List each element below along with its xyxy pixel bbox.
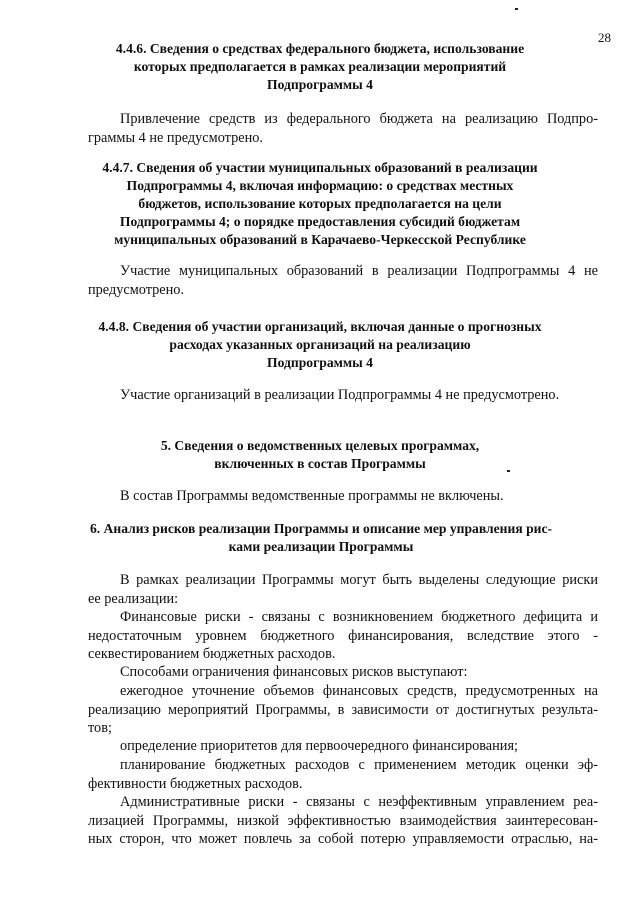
paragraph-4-4-6: Привлечение средств из федерального бюджета на реализацию Подпро- граммы 4 не предусмотрено. bbox=[88, 111, 598, 146]
paragraph-6-6: планирование бюджетных расходов с применением методик оценки эф- фективности бюджетных расходов. bbox=[88, 757, 598, 792]
scan-speck bbox=[515, 8, 518, 10]
paragraph-4-4-8: Участие организаций в реализации Подпрограммы 4 не предусмотрено. bbox=[120, 387, 560, 403]
page-number: 28 bbox=[598, 30, 611, 45]
section-heading-4-4-6: 4.4.6. Сведения о средствах федерального бюджета, использование которых предполагается в рамках реализации мероприятий Подпрограммы 4 bbox=[115, 41, 525, 92]
section-heading-4-4-7: 4.4.7. Сведения об участии муниципальных образований в реализации Подпрограммы 4, включая информацию: о средствах местных бюджетов, использование которых предполагается на цели Подпрограммы 4; о порядке предоставления субсидий бюджетам муниципальных образований в Карачаево-Черкесской Республике bbox=[102, 160, 538, 247]
paragraph-4-4-7: Участие муниципальных образований в реализации Подпрограммы 4 не предусмотрено. bbox=[88, 263, 598, 298]
section-heading-6: 6. Анализ рисков реализации Программы и описание мер управления рис- ками реализации Программы bbox=[89, 521, 553, 554]
paragraph-6-2: Финансовые риски - связаны с возникновением бюджетного дефицита и недостаточным уровнем бюджетного финансирования, вследствие этого - секвестированием бюджетных расходов. bbox=[88, 609, 598, 662]
section-heading-5: 5. Сведения о ведомственных целевых программах, включенных в состав Программы bbox=[160, 438, 480, 471]
paragraph-6-3: Способами ограничения финансовых рисков выступают: bbox=[120, 664, 468, 680]
section-heading-4-4-8: 4.4.8. Сведения об участии организаций, включая данные о прогнозных расходах указанных организаций на реализацию Подпрограммы 4 bbox=[98, 319, 542, 370]
paragraph-6-4: ежегодное уточнение объемов финансовых средств, предусмотренных на реализацию мероприятий Программы, в зависимости от достигнутых результа- тов; bbox=[88, 683, 598, 736]
paragraph-6-1: В рамках реализации Программы могут быть выделены следующие риски ее реализации: bbox=[88, 572, 598, 607]
paragraph-6-5: определение приоритетов для первоочередного финансирования; bbox=[120, 738, 518, 754]
paragraph-6-7: Административные риски - связаны с неэффективным управлением реа- лизацией Программы, низкой эффективностью взаимодействия заинтересован- ных сторон, что может повлечь за собой потерю управляемости отраслью, на- bbox=[88, 794, 598, 847]
paragraph-5: В состав Программы ведомственные программы не включены. bbox=[120, 488, 504, 504]
